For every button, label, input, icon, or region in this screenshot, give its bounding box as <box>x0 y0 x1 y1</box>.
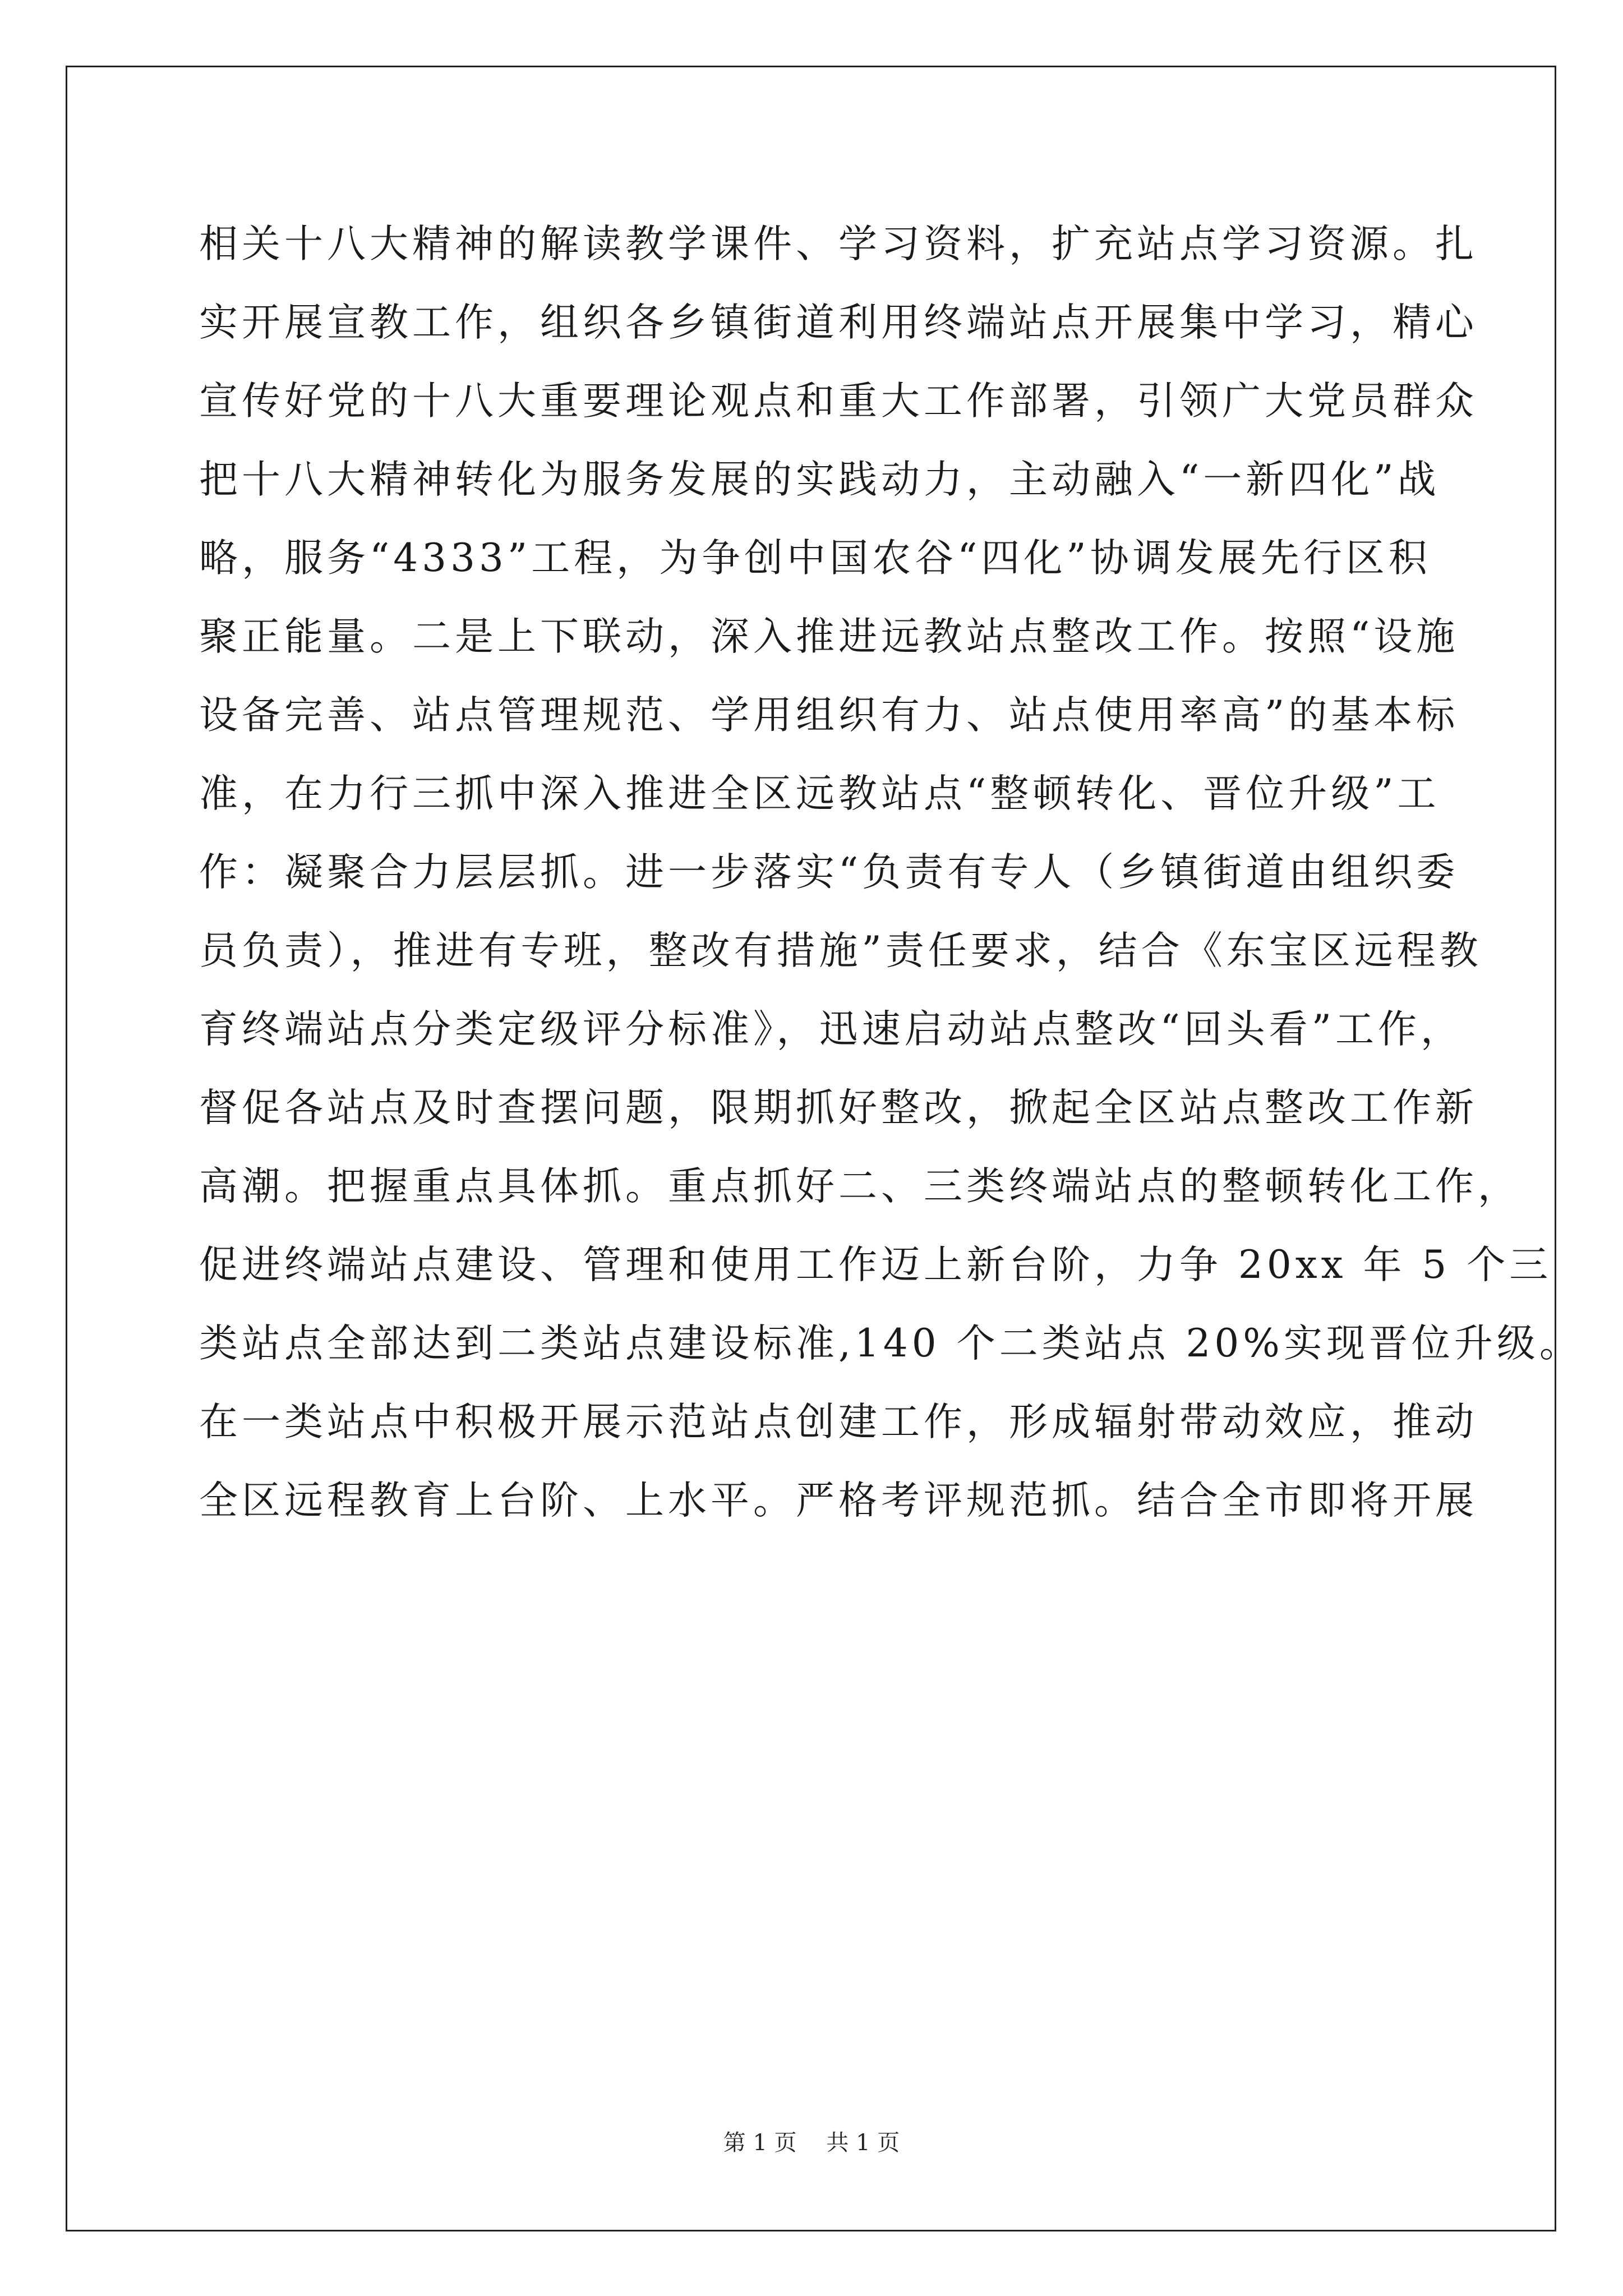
text-line: 育终端站点分类定级评分标准》，迅速启动站点整改“回头看”工作， <box>199 1007 1464 1052</box>
page-total: 共 1 页 <box>826 2130 900 2156</box>
text-line: 略，服务“4333”工程，为争创中国农谷“四化”协调发展先行区积 <box>199 536 1431 581</box>
text-line: 促进终端站点建设、管理和使用工作迈上新台阶，力争 20xx 年 5 个三 <box>199 1243 1552 1287</box>
text-line: 员负责），推进有专班，整改有措施”责任要求，结合《东宝区远程教 <box>199 928 1482 973</box>
text-line: 实开展宣教工作，组织各乡镇街道利用终端站点开展集中学习，精心 <box>199 300 1478 345</box>
text-line: 设备完善、站点管理规范、学用组织有力、站点使用率高”的基本标 <box>199 693 1459 738</box>
page-footer <box>0 2125 1623 2157</box>
text-line: 把十八大精神转化为服务发展的实践动力，主动融入“一新四化”战 <box>199 457 1440 502</box>
text-line: 在一类站点中积极开展示范站点创建工作，形成辐射带动效应，推动 <box>199 1400 1478 1444</box>
page-number: 第 1 页 <box>723 2130 797 2156</box>
text-line: 聚正能量。二是上下联动，深入推进远教站点整改工作。按照“设施 <box>199 614 1459 659</box>
text-line: 全区远程教育上台阶、上水平。严格考评规范抓。结合全市即将开展 <box>199 1478 1478 1523</box>
text-line: 类站点全部达到二类站点建设标准,140 个二类站点 20%实现晋位升级。 <box>199 1321 1582 1366</box>
document-body <box>199 205 1582 1540</box>
text-line: 准，在力行三抓中深入推进全区远教站点“整顿转化、晋位升级”工 <box>199 771 1440 816</box>
text-line: 相关十八大精神的解读教学课件、学习资料，扩充站点学习资源。扎 <box>199 222 1478 266</box>
text-line: 督促各站点及时查摆问题，限期抓好整改，掀起全区站点整改工作新 <box>199 1085 1478 1130</box>
text-line: 高潮。把握重点具体抓。重点抓好二、三类终端站点的整顿转化工作， <box>199 1164 1520 1209</box>
text-line: 作：凝聚合力层层抓。进一步落实“负责有专人（乡镇街道由组织委 <box>199 850 1459 895</box>
text-line: 宣传好党的十八大重要理论观点和重大工作部署，引领广大党员群众 <box>199 379 1478 424</box>
